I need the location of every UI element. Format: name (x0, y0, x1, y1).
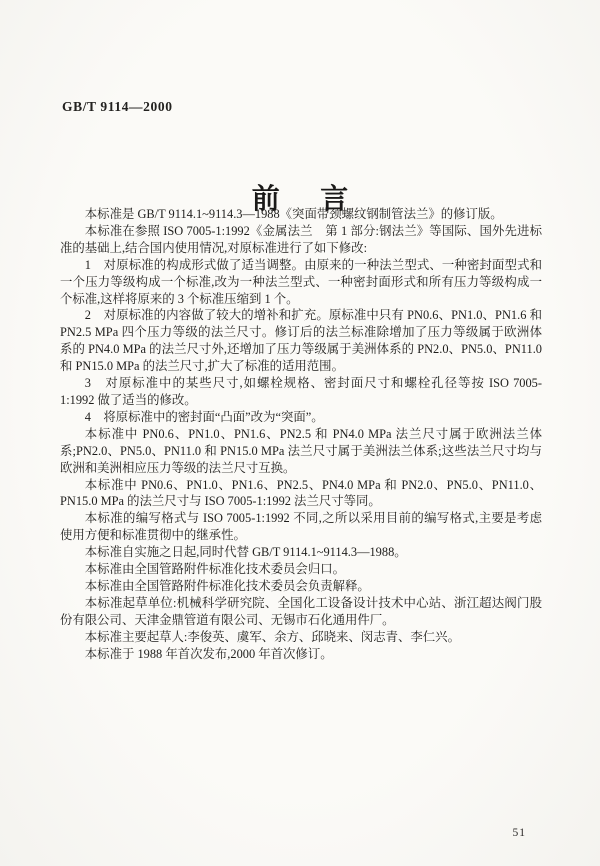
paragraph-numbered-item: 3 对原标准中的某些尺寸,如螺栓规格、密封面尺寸和螺栓孔径等按 ISO 7005-1:1992 做了适当的修改。 (60, 376, 542, 407)
paragraph: 本标准的编写格式与 ISO 7005-1:1992 不同,之所以采用目前的编写格式,主要是考虑使用方便和标准贯彻中的继承性。 (60, 511, 542, 543)
page-title: 前言 (251, 183, 389, 215)
paragraph-numbered-item: 4 将原标准中的密封面“凸面”改为“突面”。 (84, 409, 324, 424)
paragraph-numbered-item: 1 对原标准的构成形式做了适当调整。由原来的一种法兰型式、一种密封面型式和一个压力等级构成一个标准,改为一种法兰型式、一种密封面形式和所有压力等级构成一个标准,这样将原来的 3 个标准压缩到 1 个。 (60, 257, 542, 306)
paragraph: 本标准在参照 ISO 7005-1:1992《金属法兰 第 1 部分:钢法兰》等国际、国外先进标准的基础上,结合国内使用情况,对原标准进行了如下修改: (60, 223, 542, 255)
paragraph: 本标准由全国管路附件标准化技术委员会归口。 (84, 562, 345, 577)
paragraph: 本标准起草单位:机械科学研究院、全国化工设备设计技术中心站、浙江超达阀门股份有限公司、天津金鼎管道有限公司、无锡市石化通用件厂。 (60, 595, 542, 627)
page-number: 51 (512, 827, 526, 839)
paragraph: 本标准自实施之日起,同时代替 GB/T 9114.1~9114.3—1988。 (84, 545, 407, 560)
document-number: GB/T 9114—2000 (62, 99, 173, 114)
paragraph: 本标准是 GB/T 9114.1~9114.3—1988《突面带颈螺纹钢制管法兰》的修订版。 (84, 207, 503, 221)
paragraph: 本标准于 1988 年首次发布,2000 年首次修订。 (84, 646, 333, 661)
paragraph: 本标准由全国管路附件标准化技术委员会负责解释。 (84, 578, 370, 593)
paragraph: 本标准中 PN0.6、PN1.0、PN1.6、PN2.5、PN4.0 MPa 和 PN2.0、PN5.0、PN11.0、PN15.0 MPa 的法兰尺寸与 ISO 7005-1:1992 法兰尺寸等同。 (60, 477, 542, 509)
paragraph: 本标准主要起草人:李俊英、虞军、余方、邱晓来、闵志青、李仁兴。 (84, 629, 460, 644)
paragraph-numbered-item: 2 对原标准的内容做了较大的增补和扩充。原标准中只有 PN0.6、PN1.0、PN1.6 和 PN2.5 MPa 四个压力等级的法兰尺寸。修订后的法兰标准除增加了压力等级属于欧洲体系的 PN4.0 MPa 的法兰尺寸外,还增加了压力等级属于美洲体系的 PN2.0、PN5.0、PN11.0 和 PN15.0 MPa 的法兰尺寸,扩大了标准的适用范围。 (60, 308, 542, 374)
foreword-body (60, 206, 542, 662)
paragraph: 本标准中 PN0.6、PN1.0、PN1.6、PN2.5 和 PN4.0 MPa 法兰尺寸属于欧洲法兰体系;PN2.0、PN5.0、PN11.0 和 PN15.0 MPa 法兰尺寸属于美洲法兰体系;这些法兰尺寸均与欧洲和美洲相应压力等级的法兰尺寸互换。 (60, 426, 542, 475)
